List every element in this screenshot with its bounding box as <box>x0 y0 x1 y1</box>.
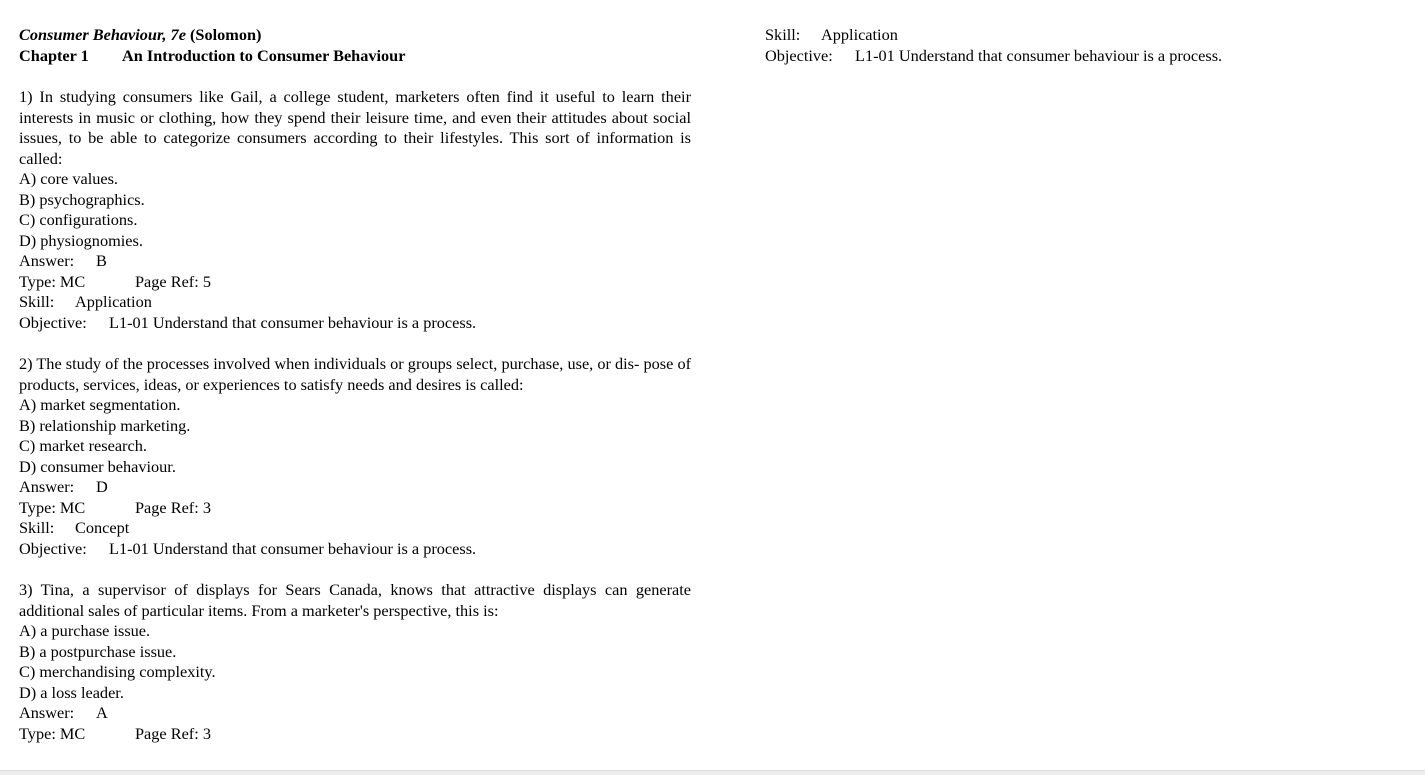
question-type: Type: MC <box>19 271 86 291</box>
skill-label: Skill: <box>19 518 55 537</box>
book-title-italic: Consumer Behaviour, 7e <box>19 25 186 44</box>
answer-label: Answer: <box>19 477 75 496</box>
answer-line <box>19 703 699 724</box>
question-stem: 3) Tina, a supervisor of displays for Sears Canada, knows that attractive displays can generate additional sales of particular items. From a marketer's perspective, this is: <box>19 580 691 620</box>
answer-option: A) market segmentation. <box>19 395 181 414</box>
question-type: Type: MC <box>19 723 86 743</box>
skill-line <box>19 292 699 313</box>
objective-value: L1-01 Understand that consumer behaviour is a process. <box>109 312 477 332</box>
skill-line <box>19 518 699 539</box>
spacer <box>19 559 699 580</box>
page-right-content <box>765 25 1405 66</box>
viewer-bottom-edge <box>0 770 1425 775</box>
objective-line <box>19 539 699 560</box>
type-line <box>19 498 699 519</box>
book-author: (Solomon) <box>185 25 262 44</box>
answer-line <box>19 251 699 272</box>
answer-option: B) a postpurchase issue. <box>19 641 177 661</box>
type-line <box>19 272 699 293</box>
page-ref: Page Ref: 3 <box>135 497 211 517</box>
answer-option: B) psychographics. <box>19 189 145 209</box>
skill-value: Application <box>821 25 898 44</box>
answer-label: Answer: <box>19 703 75 722</box>
page-ref: Page Ref: 3 <box>135 723 211 743</box>
page-right <box>713 0 1425 770</box>
question-block-2 <box>19 354 699 580</box>
page-ref: Page Ref: 5 <box>135 271 211 291</box>
answer-option: D) consumer behaviour. <box>19 456 176 476</box>
answer-option: C) merchandising complexity. <box>19 662 216 681</box>
skill-value: Application <box>75 292 152 311</box>
question-stem: 2) The study of the processes involved when individuals or groups select, purchase, use, or dis- pose of products, services, ideas, or experiences to satisfy needs and desires is called: <box>19 354 691 394</box>
chapter-title: An Introduction to Consumer Behaviour <box>122 45 406 65</box>
question-block-1 <box>19 87 699 354</box>
objective-label: Objective: <box>765 45 833 65</box>
answer-line <box>19 477 699 498</box>
answer-option: B) relationship marketing. <box>19 415 191 435</box>
spacer <box>19 333 699 354</box>
answer-option: C) market research. <box>19 436 147 455</box>
skill-label: Skill: <box>19 292 55 311</box>
answer-value: A <box>96 703 108 722</box>
objective-value: L1-01 Understand that consumer behaviour is a process. <box>855 45 1223 65</box>
objective-value: L1-01 Understand that consumer behaviour is a process. <box>109 538 477 558</box>
skill-label: Skill: <box>765 25 801 44</box>
answer-option: D) a loss leader. <box>19 682 124 702</box>
question-block-3 <box>19 580 699 744</box>
question-stem: 1) In studying consumers like Gail, a college student, marketers often find it useful to learn their interests in music or clothing, how they spend their leisure time, and even their attitudes about social issues, to be able to categorize consumers according to their lifestyles. This sort of information is called: <box>19 87 691 168</box>
question-type: Type: MC <box>19 497 86 517</box>
objective-label: Objective: <box>19 312 87 332</box>
answer-value: D <box>96 477 108 496</box>
spacer <box>19 66 699 87</box>
objective-line <box>765 46 1405 67</box>
answer-option: D) physiognomies. <box>19 230 143 250</box>
page-left-content <box>19 25 699 744</box>
chapter-label: Chapter 1 <box>19 45 89 65</box>
skill-line <box>765 25 1405 46</box>
answer-option: A) core values. <box>19 169 118 188</box>
objective-label: Objective: <box>19 538 87 558</box>
type-line <box>19 724 699 745</box>
answer-option: C) configurations. <box>19 210 138 229</box>
skill-value: Concept <box>75 518 130 537</box>
answer-option: A) a purchase issue. <box>19 621 151 640</box>
book-title <box>19 25 699 46</box>
objective-line <box>19 313 699 334</box>
answer-label: Answer: <box>19 251 75 270</box>
chapter-heading <box>19 46 699 67</box>
page-left <box>0 0 712 770</box>
answer-value: B <box>96 251 107 270</box>
